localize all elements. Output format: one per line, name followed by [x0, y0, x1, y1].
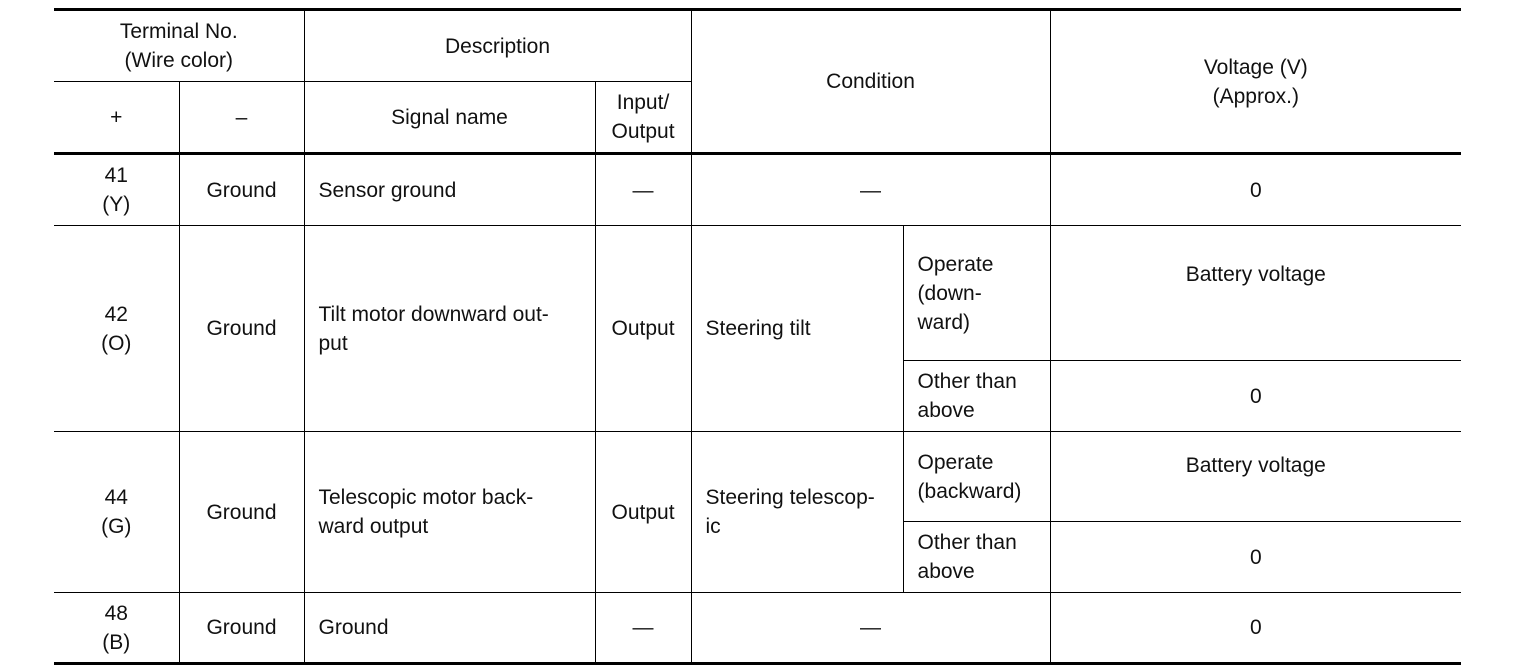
terminal-plus-cell: 48 (B) [54, 593, 179, 664]
input-output-cell: Output [595, 226, 691, 432]
signal-name-cell: Ground [304, 593, 595, 664]
terminal-spec-table [54, 8, 1461, 665]
terminal-plus-cell: 42 (O) [54, 226, 179, 432]
condition-cell: Steering tilt [691, 226, 903, 432]
condition-state-cell: Operate (down- ward) [903, 226, 1050, 361]
condition-cell: — [691, 154, 1050, 226]
description-header: Description [304, 10, 691, 82]
condition-header: Condition [691, 10, 1050, 154]
condition-state-cell: Other than above [903, 361, 1050, 432]
terminal-minus-cell: Ground [179, 154, 304, 226]
table-row [54, 593, 1461, 664]
input-output-cell: — [595, 593, 691, 664]
signal-name-cell: Tilt motor downward out- put [304, 226, 595, 432]
condition-cell: — [691, 593, 1050, 664]
input-output-cell: Output [595, 432, 691, 593]
voltage-cell: 0 [1050, 154, 1461, 226]
table-row [54, 154, 1461, 226]
table-row [54, 226, 1461, 361]
terminal-minus-cell: Ground [179, 226, 304, 432]
voltage-cell: 0 [1050, 593, 1461, 664]
terminal-plus-cell: 44 (G) [54, 432, 179, 593]
voltage-cell: Battery voltage [1050, 432, 1461, 522]
plus-header: + [54, 82, 179, 154]
condition-state-cell: Operate (backward) [903, 432, 1050, 522]
signal-name-header: Signal name [304, 82, 595, 154]
voltage-header: Voltage (V) (Approx.) [1050, 10, 1461, 154]
voltage-cell: Battery voltage [1050, 226, 1461, 361]
terminal-plus-cell: 41 (Y) [54, 154, 179, 226]
terminal-minus-cell: Ground [179, 593, 304, 664]
input-output-header: Input/ Output [595, 82, 691, 154]
terminal-no-header: Terminal No. (Wire color) [54, 10, 304, 82]
minus-header: – [179, 82, 304, 154]
signal-name-cell: Telescopic motor back- ward output [304, 432, 595, 593]
terminal-minus-cell: Ground [179, 432, 304, 593]
header-row-1 [54, 10, 1461, 82]
input-output-cell: — [595, 154, 691, 226]
voltage-cell: 0 [1050, 522, 1461, 593]
signal-name-cell: Sensor ground [304, 154, 595, 226]
table-row [54, 432, 1461, 522]
voltage-cell: 0 [1050, 361, 1461, 432]
condition-state-cell: Other than above [903, 522, 1050, 593]
condition-cell: Steering telescop- ic [691, 432, 903, 593]
